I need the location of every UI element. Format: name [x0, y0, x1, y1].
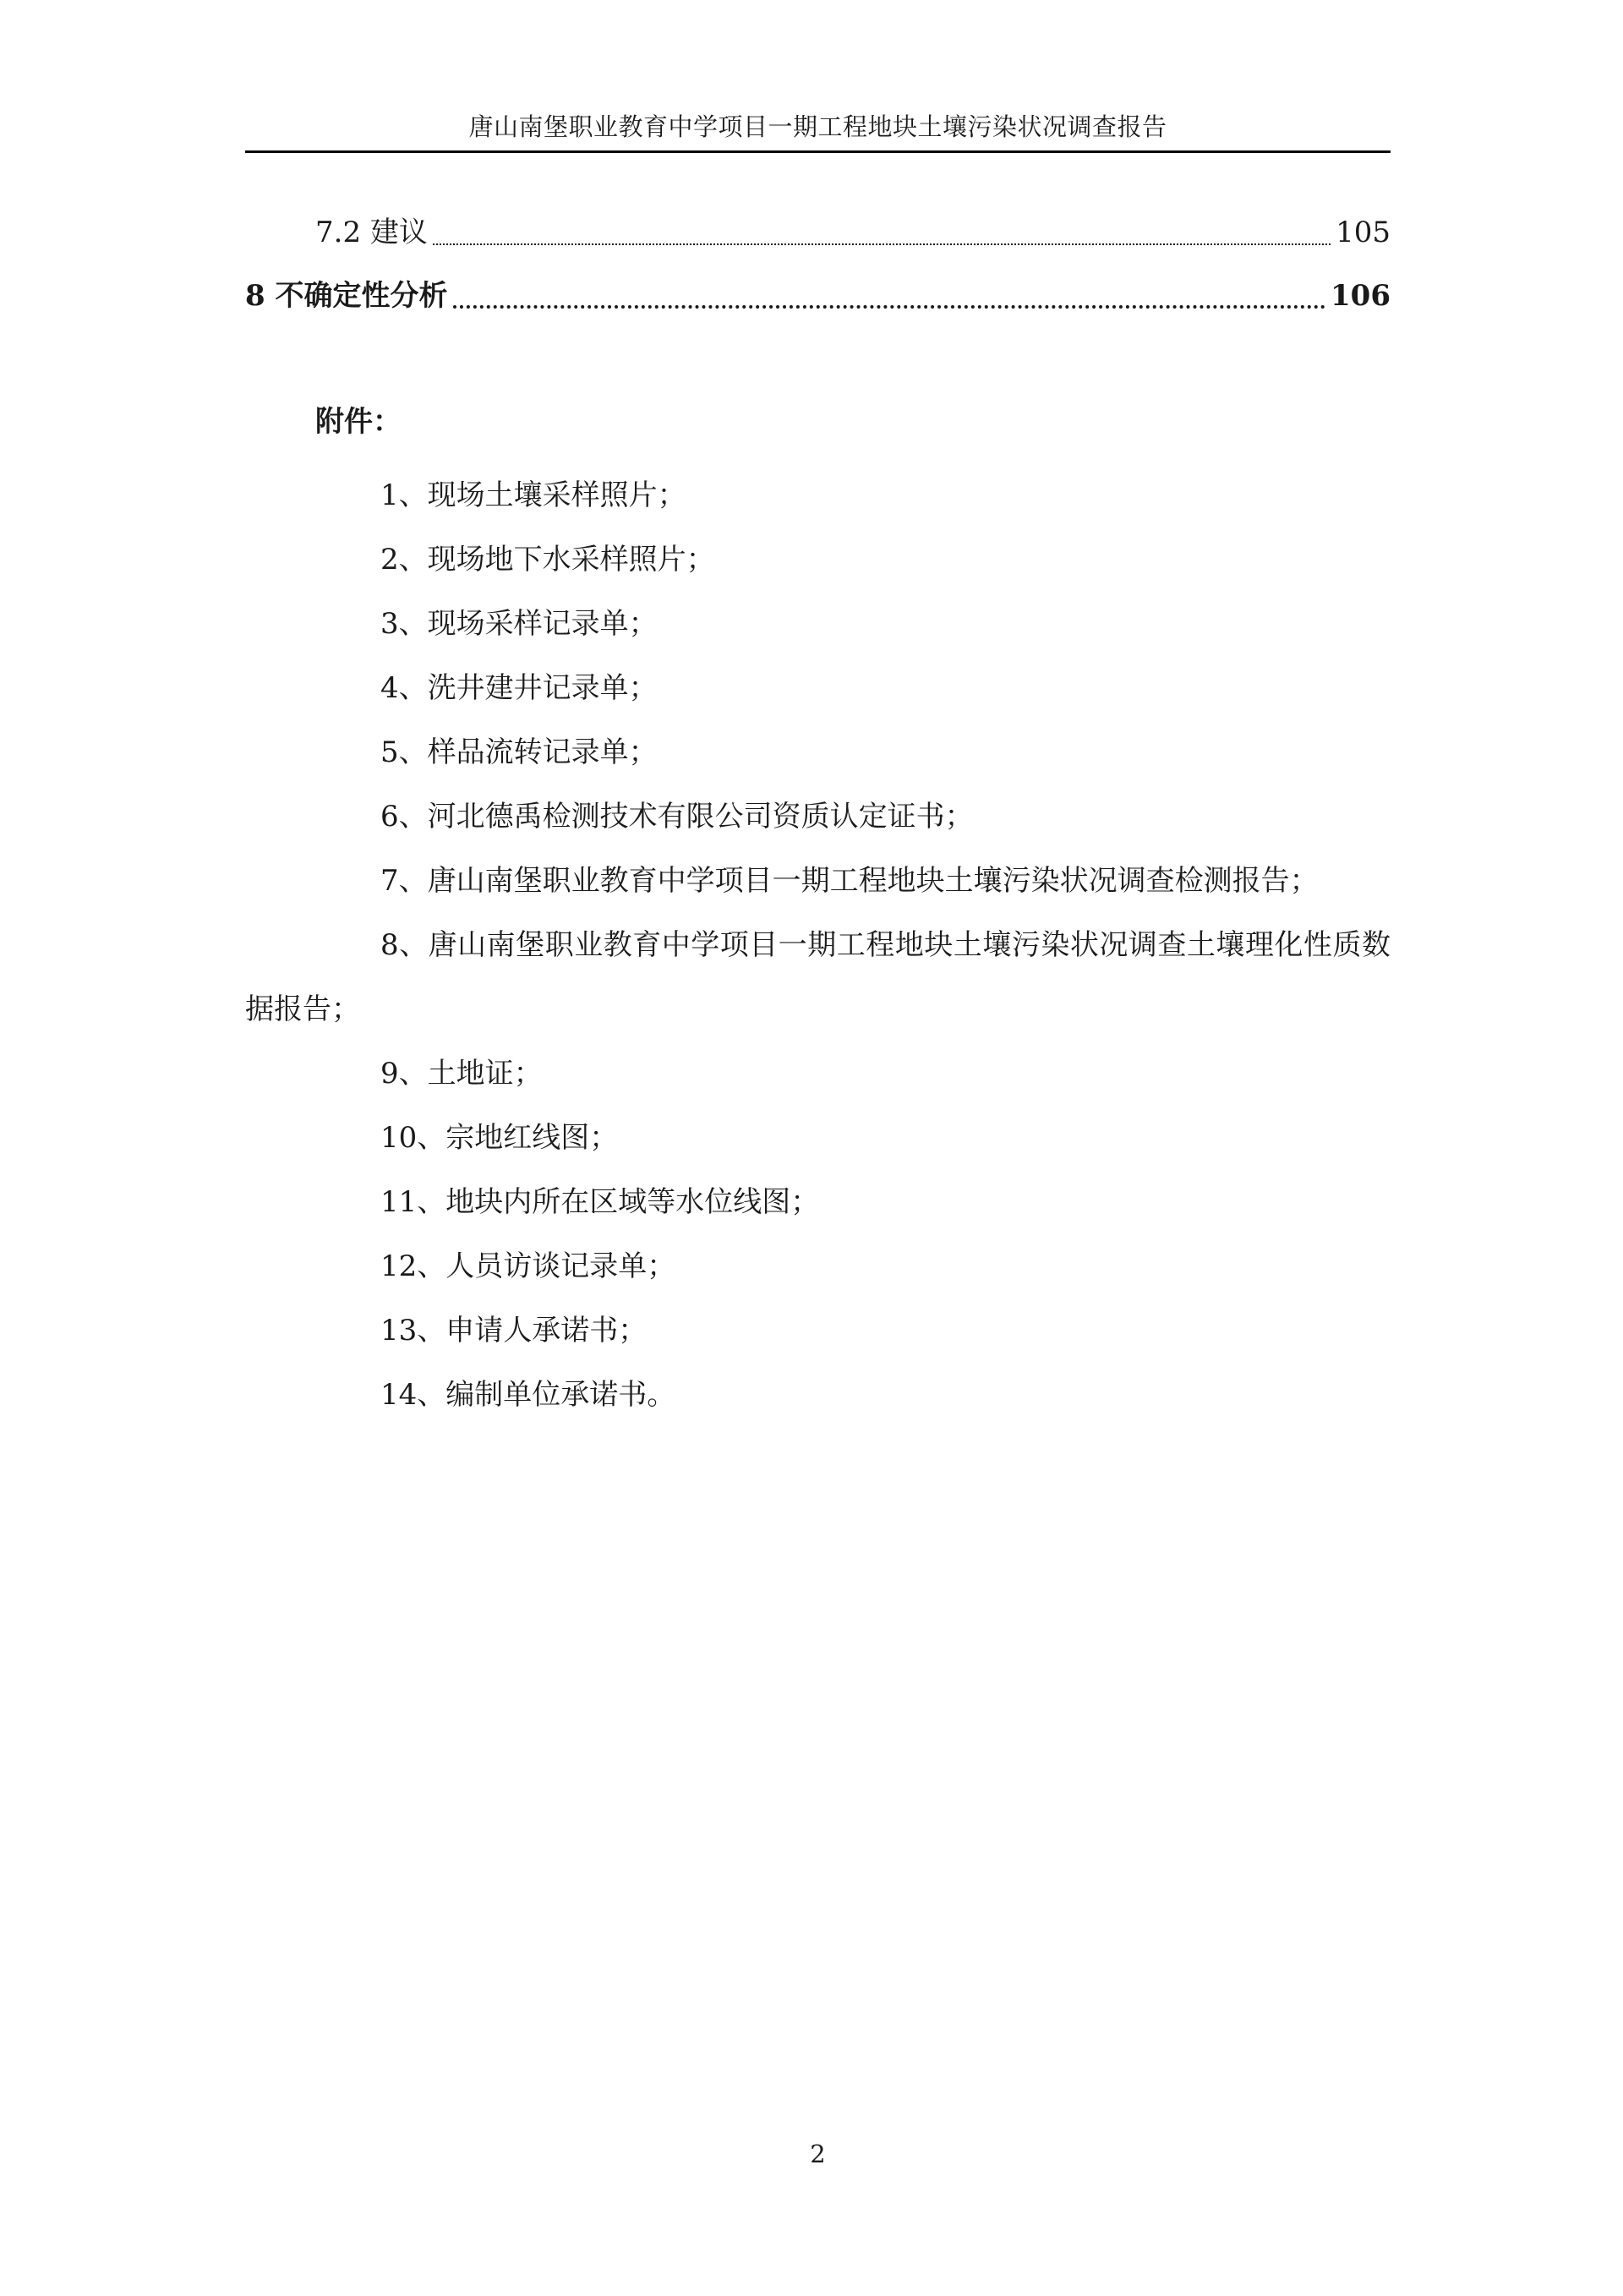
attachment-item: 6、河北德禹检测技术有限公司资质认定证书； — [380, 800, 974, 834]
toc-entry-label: 7.2 建议 — [315, 216, 428, 249]
attachment-item: 5、样品流转记录单； — [380, 735, 658, 769]
toc-entry-page: 105 — [1336, 216, 1391, 249]
page-header-title: 唐山南堡职业教育中学项目一期工程地块土壤污染状况调查报告 — [468, 112, 1167, 141]
toc-entry-7-2[interactable] — [245, 210, 1391, 252]
attachment-item: 8、唐山南堡职业教育中学项目一期工程地块土壤污染状况调查土壤理化性质数据报告； — [245, 928, 1391, 1026]
page-number: 2 — [810, 2140, 826, 2168]
toc-dot-leader — [453, 305, 1326, 309]
attachment-item: 7、唐山南堡职业教育中学项目一期工程地块土壤污染状况调查检测报告； — [380, 864, 1319, 898]
attachments-list — [245, 463, 1391, 1427]
attachment-item: 10、宗地红线图； — [380, 1121, 619, 1155]
header-divider — [245, 150, 1391, 153]
toc-entry-page: 106 — [1331, 279, 1391, 313]
attachment-item: 14、编制单位承诺书。 — [380, 1378, 676, 1412]
attachment-item: 4、洗井建井记录单； — [380, 671, 658, 705]
attachment-item: 9、土地证； — [380, 1057, 543, 1091]
attachment-item: 11、地块内所在区域等水位线图； — [380, 1185, 820, 1219]
toc-entry-label: 8 不确定性分析 — [245, 279, 448, 313]
attachment-item: 12、人员访谈记录单； — [380, 1249, 676, 1283]
toc-entry-8[interactable] — [245, 273, 1391, 315]
toc-dot-leader — [433, 243, 1331, 245]
attachments-heading: 附件： — [315, 405, 402, 439]
attachment-item: 3、现场采样记录单； — [380, 607, 658, 641]
attachment-item: 1、现场土壤采样照片； — [380, 478, 686, 512]
attachment-item: 13、申请人承诺书； — [380, 1314, 648, 1348]
attachment-item: 2、现场地下水采样照片； — [380, 543, 715, 577]
